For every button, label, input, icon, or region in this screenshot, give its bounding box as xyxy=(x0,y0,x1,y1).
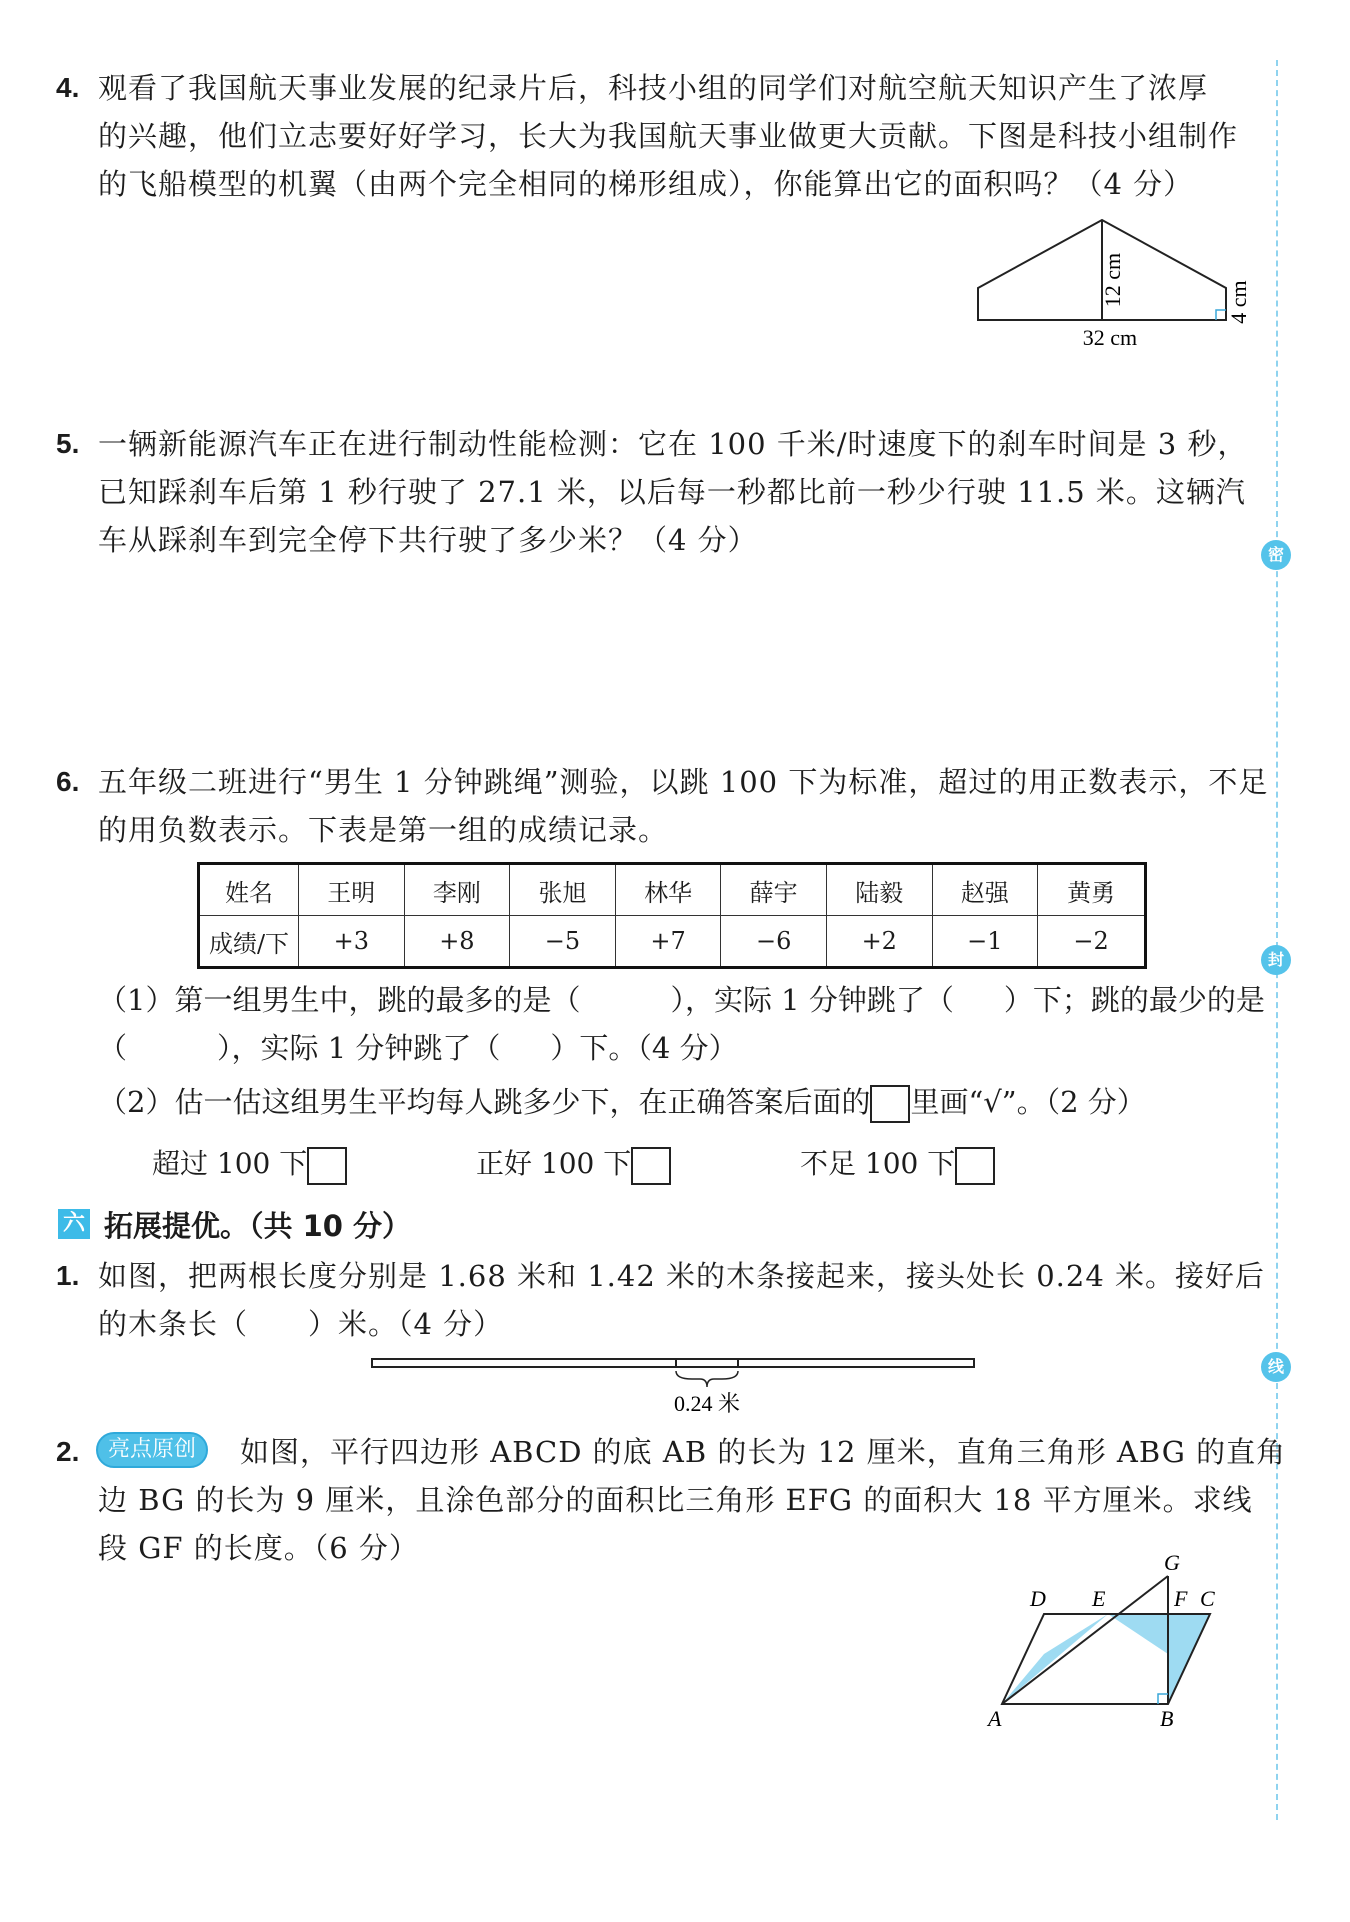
option-over-100 xyxy=(152,1142,347,1185)
table-cell-score: +8 xyxy=(404,916,510,968)
option-label: 不足 100 下 xyxy=(800,1147,956,1180)
part1-text: （ xyxy=(98,1031,128,1065)
joint-label: 0.24 米 xyxy=(673,1391,741,1416)
point-d: D xyxy=(1030,1586,1046,1611)
table-cell-score: −2 xyxy=(1038,916,1146,968)
table-cell-name: 黄勇 xyxy=(1038,864,1146,916)
option-label: 正好 100 下 xyxy=(476,1147,632,1180)
question-text-line: 边 BG 的长为 9 厘米，且涂色部分的面积比三角形 EFG 的面积大 18 平方厘米。求线 xyxy=(98,1483,1253,1517)
question-text-line: 如图，平行四边形 ABCD 的底 AB 的长为 12 厘米，直角三角形 ABG 的直角 xyxy=(240,1435,1287,1469)
part1-line2 xyxy=(98,1028,738,1068)
question-number: 6. xyxy=(56,766,80,797)
point-c: C xyxy=(1200,1586,1215,1611)
question-text-line: 段 GF 的长度。（6 分） xyxy=(98,1531,419,1565)
margin-mark-line: 线 xyxy=(1261,1352,1291,1382)
option-label: 超过 100 下 xyxy=(152,1147,308,1180)
checkbox-under[interactable] xyxy=(955,1147,995,1185)
table-cell-name: 陆毅 xyxy=(826,864,932,916)
part1-line1 xyxy=(98,980,1265,1020)
table-cell-name: 李刚 xyxy=(404,864,510,916)
binding-dashed-line xyxy=(1276,60,1278,1820)
point-f: F xyxy=(1174,1586,1188,1611)
table-cell-score: −1 xyxy=(932,916,1038,968)
part2-line xyxy=(98,1082,1146,1123)
question-text-line: 的木条长（ ）米。（4 分） xyxy=(98,1307,504,1341)
part1-text: （1）第一组男生中，跳的最多的是（ xyxy=(98,983,581,1017)
margin-mark-seal: 密 xyxy=(1261,540,1291,570)
checkbox-over[interactable] xyxy=(307,1147,347,1185)
table-cell-name: 赵强 xyxy=(932,864,1038,916)
part1-text: ），实际 1 分钟跳了（ xyxy=(670,983,954,1017)
table-cell-score: −5 xyxy=(510,916,616,968)
side-label: 4 cm xyxy=(1226,280,1251,324)
table-cell-score: +3 xyxy=(299,916,405,968)
right-angle-mark xyxy=(1216,310,1226,320)
brace xyxy=(676,1371,738,1387)
joint-segment xyxy=(676,1359,738,1367)
part1-text: ）下；跳的最少的是 xyxy=(1003,983,1265,1017)
question-number: 5. xyxy=(56,428,80,459)
question-number: 1. xyxy=(56,1260,80,1291)
part2-text: （2）估一估这组男生平均每人跳多少下，在正确答案后面的 xyxy=(98,1085,871,1119)
part2-text: 里画“√”。（2 分） xyxy=(910,1085,1146,1119)
shaded-region-middle xyxy=(1108,1614,1168,1654)
question-text-line: 的兴趣，他们立志要好好学习，长大为我国航天事业做更大贡献。下图是科技小组制作 xyxy=(98,119,1239,153)
score-table xyxy=(197,862,1147,969)
section-number-icon: 六 xyxy=(58,1209,90,1239)
table-header-cell: 姓名 xyxy=(199,864,299,916)
question-text-line: 如图，把两根长度分别是 1.68 米和 1.42 米的木条接起来，接头处长 0.24 米。接好后 xyxy=(98,1259,1266,1293)
question-text-line: 的飞船模型的机翼（由两个完全相同的梯形组成），你能算出它的面积吗？（4 分） xyxy=(98,167,1194,201)
question-text-line: 已知踩刹车后第 1 秒行驶了 27.1 米，以后每一秒都比前一秒少行驶 11.5 米。这辆汽 xyxy=(98,475,1246,509)
part1-text: ）下。（4 分） xyxy=(550,1031,738,1065)
base-label: 32 cm xyxy=(1082,325,1138,350)
table-row xyxy=(199,916,1146,968)
parallelogram-figure xyxy=(980,1550,1240,1740)
table-cell-score: −6 xyxy=(721,916,827,968)
part1-text: ），实际 1 分钟跳了（ xyxy=(217,1031,501,1065)
question-number: 4. xyxy=(56,72,80,103)
question-text-line: 车从踩刹车到完全停下共行驶了多少米？（4 分） xyxy=(98,523,758,557)
wood-strip-figure xyxy=(370,1345,980,1417)
wood-strip xyxy=(372,1359,974,1367)
point-b: B xyxy=(1160,1706,1174,1731)
table-cell-name: 林华 xyxy=(615,864,721,916)
question-text-line: 的用负数表示。下表是第一组的成绩记录。 xyxy=(98,813,669,847)
point-a: A xyxy=(988,1706,1002,1731)
table-cell-name: 张旭 xyxy=(510,864,616,916)
option-under-100 xyxy=(800,1142,995,1185)
question-number: 2. xyxy=(56,1436,80,1467)
table-header-cell: 成绩/下 xyxy=(199,916,299,968)
table-row xyxy=(199,864,1146,916)
point-g: G xyxy=(1164,1550,1180,1575)
original-badge: 亮点原创 xyxy=(96,1432,208,1468)
segment-ag xyxy=(1002,1576,1168,1704)
table-cell-score: +2 xyxy=(826,916,932,968)
table-cell-name: 薛宇 xyxy=(721,864,827,916)
height-label: 12 cm xyxy=(1100,252,1125,308)
margin-mark-seal: 封 xyxy=(1261,945,1291,975)
table-cell-name: 王明 xyxy=(299,864,405,916)
table-cell-score: +7 xyxy=(615,916,721,968)
wing-trapezoid-figure xyxy=(960,210,1260,360)
question-text-line: 观看了我国航天事业发展的纪录片后，科技小组的同学们对航空航天知识产生了浓厚 xyxy=(98,71,1209,105)
right-angle-mark xyxy=(1158,1694,1168,1704)
question-text-line: 一辆新能源汽车正在进行制动性能检测：它在 100 千米/时速度下的刹车时间是 3 秒， xyxy=(98,427,1248,461)
section-title: 拓展提优。（共 10 分） xyxy=(104,1209,412,1243)
checkbox-exact[interactable] xyxy=(631,1147,671,1185)
answer-box[interactable] xyxy=(870,1085,910,1123)
question-text-line: 五年级二班进行“男生 1 分钟跳绳”测验，以跳 100 下为标准，超过的用正数表示，不足 xyxy=(98,765,1269,799)
option-exactly-100 xyxy=(476,1142,671,1185)
point-e: E xyxy=(1092,1586,1106,1611)
